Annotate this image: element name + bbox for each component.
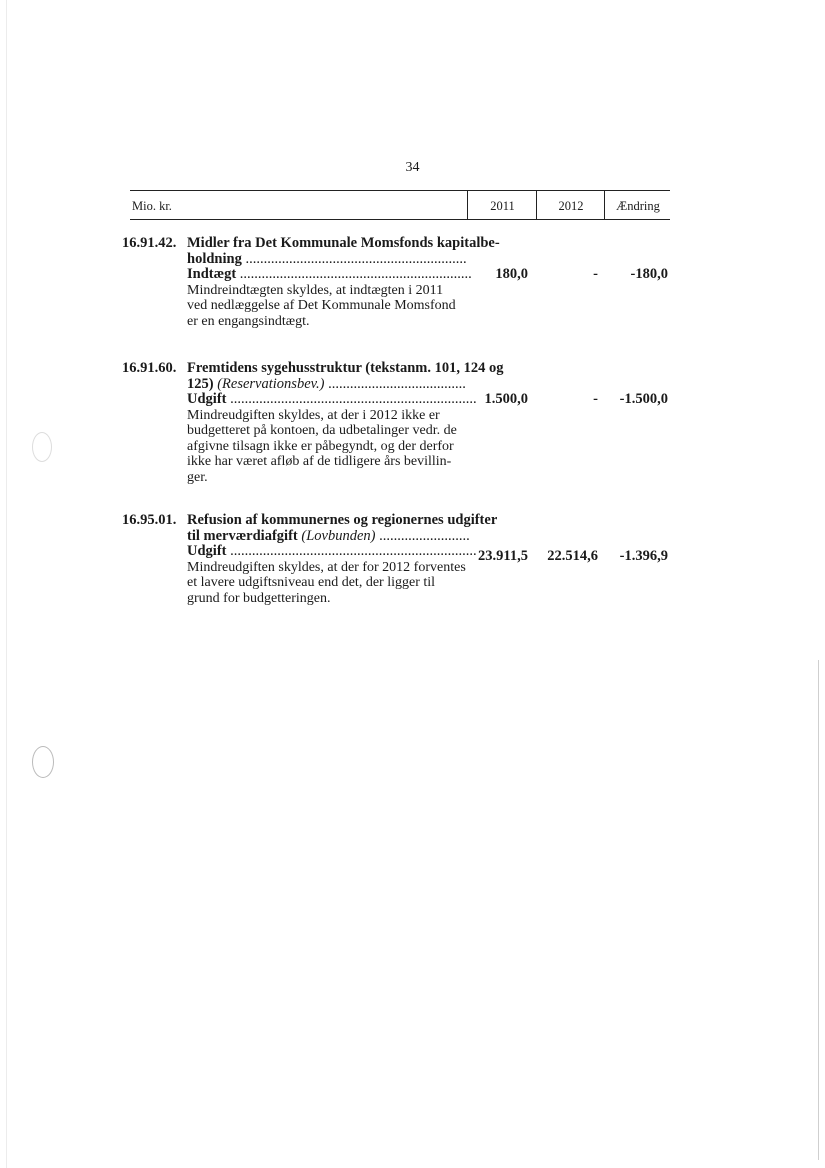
value-2011: 23.911,5	[478, 548, 528, 564]
value-change: -180,0	[630, 266, 668, 282]
punch-hole-mark	[32, 432, 52, 462]
entry-description	[187, 283, 487, 330]
entry-description	[187, 408, 487, 486]
entry-title-italic: (Reservationsbev.)	[217, 375, 325, 392]
leader-dots: ....................................................................	[230, 543, 477, 559]
description-line: Mindreudgiften skyldes, at der for 2012 forventes	[187, 559, 466, 575]
leader-dots: .........................	[379, 527, 470, 544]
value-change: -1.500,0	[619, 391, 668, 407]
column-header-2012: 2012	[536, 191, 605, 219]
entry-title-line2	[187, 377, 487, 393]
page-number: 34	[405, 160, 420, 175]
account-number: 16.91.60.	[122, 360, 177, 376]
entry-title-line2	[187, 252, 487, 268]
description-line: er en engangsindtægt.	[187, 313, 310, 329]
description-line: afgivne tilsagn ikke er påbegyndt, og der derfor	[187, 438, 454, 454]
unit-label: Mio. kr.	[132, 199, 172, 213]
entry-title-line1: Midler fra Det Kommunale Momsfonds kapitalbe-	[187, 235, 500, 251]
entry-body	[187, 235, 500, 329]
scan-edge-line	[6, 0, 7, 1168]
entry-title-line2-text: 125)	[187, 375, 214, 392]
description-line: budgetteret på kontoen, da udbetalinger vedr. de	[187, 423, 457, 438]
entry-body	[187, 360, 504, 485]
value-2012: 22.514,6	[547, 548, 598, 564]
table-header	[130, 190, 670, 220]
entry-title-italic: (Lovbunden)	[301, 527, 376, 544]
scan-edge-line	[818, 660, 819, 1160]
description-line: ger.	[187, 469, 208, 485]
entry-title-line2-text: til merværdiafgift	[187, 527, 298, 544]
description-line: ikke har været afløb af de tidligere års bevillin-	[187, 454, 452, 469]
account-number: 16.91.42.	[122, 235, 177, 251]
entry-title-line2	[187, 529, 487, 545]
value-2012: -	[593, 391, 598, 407]
entry-title-line2-text: holdning	[187, 250, 242, 267]
value-2011: 180,0	[495, 266, 528, 282]
value-2012: -	[593, 266, 598, 282]
entry-type-label: Udgift	[187, 543, 227, 559]
entry-title-line1: Refusion af kommunernes og regionernes udgifter	[187, 512, 498, 528]
leader-dots: ................................................................	[239, 266, 472, 282]
entry-type-label: Indtægt	[187, 266, 237, 282]
column-header-2011: 2011	[467, 191, 537, 219]
punch-hole-mark	[32, 746, 54, 778]
leader-dots: .............................................................	[245, 250, 467, 267]
description-line: ved nedlæggelse af Det Kommunale Momsfond	[187, 298, 456, 313]
value-change: -1.396,9	[619, 548, 668, 564]
value-2011: 1.500,0	[484, 391, 528, 407]
description-line: grund for budgetteringen.	[187, 590, 331, 606]
column-header-change: Ændring	[604, 191, 671, 219]
description-line: et lavere udgiftsniveau end det, der ligger til	[187, 575, 436, 590]
leader-dots: ......................................	[328, 375, 466, 392]
entry-description	[187, 560, 487, 607]
entry-title-line1: Fremtidens sygehusstruktur (tekstanm. 101, 124 og	[187, 360, 504, 376]
account-number: 16.95.01.	[122, 512, 177, 528]
entry-type-label: Udgift	[187, 391, 227, 407]
leader-dots: ....................................................................	[230, 391, 477, 407]
description-line: Mindreindtægten skyldes, at indtægten i 2011	[187, 282, 444, 298]
description-line: Mindreudgiften skyldes, at der i 2012 ikke er	[187, 407, 440, 423]
